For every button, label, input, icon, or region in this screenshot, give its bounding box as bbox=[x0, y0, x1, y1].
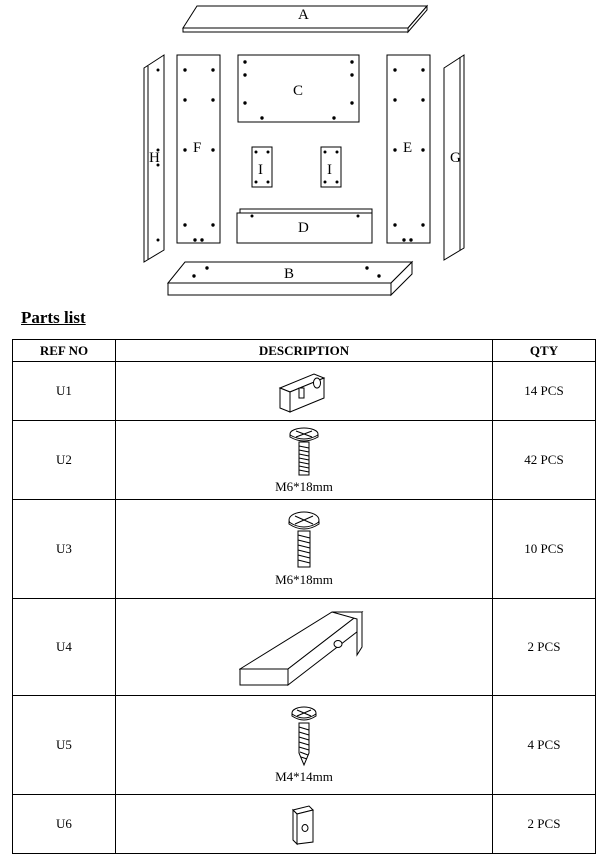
panel-h-label: H bbox=[149, 150, 160, 166]
size-label: M4*14mm bbox=[275, 769, 333, 784]
table-row bbox=[13, 795, 596, 854]
panel-e bbox=[387, 55, 430, 243]
panel-i-left-label: I bbox=[258, 162, 263, 178]
panel-h bbox=[144, 55, 164, 262]
angle-bracket-icon bbox=[239, 607, 369, 687]
panel-g-label: G bbox=[450, 150, 461, 166]
flat-head-screw-icon bbox=[284, 510, 324, 570]
table-row bbox=[13, 362, 596, 421]
qty-cell: 2 PCS bbox=[493, 795, 596, 854]
table-row bbox=[13, 599, 596, 696]
qty-cell: 10 PCS bbox=[493, 500, 596, 599]
panel-c-label: C bbox=[293, 83, 304, 99]
ref-cell: U5 bbox=[13, 696, 116, 795]
panel-b-label: B bbox=[284, 266, 295, 282]
qty-cell: 2 PCS bbox=[493, 599, 596, 696]
table-header-row bbox=[13, 340, 596, 362]
panel-a bbox=[183, 6, 427, 32]
description-cell bbox=[116, 696, 493, 795]
description-cell bbox=[116, 421, 493, 500]
qty-cell: 4 PCS bbox=[493, 696, 596, 795]
flat-head-screw-icon bbox=[284, 425, 324, 477]
panel-e-label: E bbox=[403, 140, 413, 156]
ref-cell: U6 bbox=[13, 795, 116, 854]
panel-d-label: D bbox=[298, 220, 309, 236]
qty-cell: 14 PCS bbox=[493, 362, 596, 421]
parts-list-table bbox=[12, 339, 596, 854]
ref-cell: U2 bbox=[13, 421, 116, 500]
qty-header: QTY bbox=[493, 340, 596, 362]
panel-b bbox=[168, 262, 412, 295]
size-label: M6*18mm bbox=[275, 479, 333, 494]
description-cell bbox=[116, 362, 493, 421]
panel-i-right bbox=[321, 147, 341, 187]
ref-no-header: REF NO bbox=[13, 340, 116, 362]
panel-f-label: F bbox=[193, 140, 202, 156]
hanging-plate-icon bbox=[289, 802, 319, 846]
ref-cell: U1 bbox=[13, 362, 116, 421]
description-cell bbox=[116, 599, 493, 696]
ref-cell: U3 bbox=[13, 500, 116, 599]
panel-c bbox=[238, 55, 359, 122]
description-header: DESCRIPTION bbox=[116, 340, 493, 362]
table-row bbox=[13, 500, 596, 599]
panel-d bbox=[237, 209, 372, 243]
cam-lock-fitting-icon bbox=[274, 366, 334, 416]
description-cell bbox=[116, 795, 493, 854]
table-row bbox=[13, 421, 596, 500]
panel-a-label: A bbox=[298, 7, 309, 23]
panel-i-left bbox=[252, 147, 272, 187]
ref-cell: U4 bbox=[13, 599, 116, 696]
description-cell bbox=[116, 500, 493, 599]
parts-list-heading: Parts list bbox=[21, 308, 86, 327]
qty-cell: 42 PCS bbox=[493, 421, 596, 500]
panel-f bbox=[177, 55, 220, 243]
exploded-panel-diagram bbox=[0, 0, 604, 300]
size-label: M6*18mm bbox=[275, 572, 333, 587]
panel-g bbox=[444, 55, 464, 260]
panel-i-right-label: I bbox=[327, 162, 332, 178]
table-row bbox=[13, 696, 596, 795]
wood-screw-icon bbox=[287, 705, 321, 767]
